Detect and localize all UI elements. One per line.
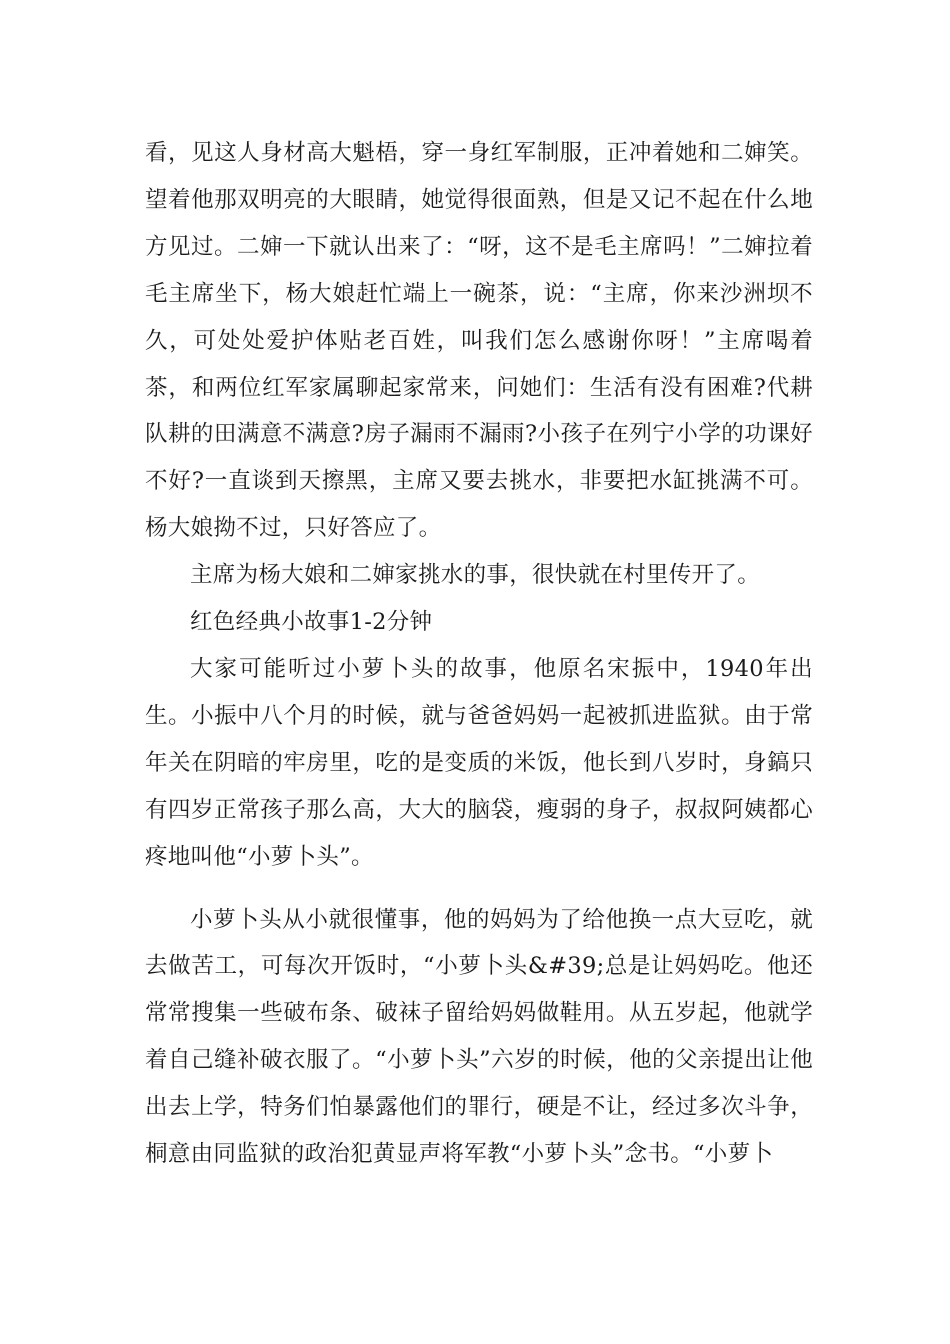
- paragraph-xiaoluobotou-story: 小萝卜头从小就很懂事，他的妈妈为了给他换一点大豆吃，就去做苦工，可每次开饭时，“小萝卜头&#39;总是让妈妈吃。他还常常搜集一些破布条、破袜子留给妈妈做鞋用。从五岁起，他就学着自己缝补破衣服了。“小萝卜头”六岁的时候，他的父亲提出让他出去上学，特务们怕暴露他们的罪行，硬是不让，经过多次斗争，桐意由同监狱的政治犯黄显声将军教“小萝卜头”念书。“小萝卜: [145, 906, 813, 1168]
- paragraph-news-spread: 主席为杨大娘和二婶家挑水的事，很快就在村里传开了。: [190, 562, 761, 589]
- paragraph-xiaoluobotou-intro: 大家可能听过小萝卜头的故事，他原名宋振中，1940年出生。小振中八个月的时候，就与爸爸妈妈一起被抓进监狱。由于常年关在阴暗的牢房里，吃的是变质的米饭，他长到八岁时，身鎬只有四岁正常孩子那么高，大大的脑袋，瘦弱的身子，叔叔阿姨都心疼地叫他“小萝卜头”。: [145, 655, 813, 870]
- paragraph-continuation: 看，见这人身材高大魁梧，穿一身红军制服，正冲着她和二婶笑。望着他那双明亮的大眼睛，她觉得很面熟，但是又记不起在什么地方见过。二婶一下就认出来了：“呀，这不是毛主席吗！”二婶拉着毛主席坐下，杨大娘赶忙端上一碗茶，说：“主席，你来沙洲坝不久，可处处爱护体贴老百姓，叫我们怎么感谢你呀！”主席喝着茶，和两位红军家属聊起家常来，问她们：生活有没有困难?代耕队耕的田满意不满意?房子漏雨不漏雨?小孩子在列宁小学的功课好不好?一直谈到天擦黑，主席又要去挑水，非要把水缸挑满不可。杨大娘拗不过，只好答应了。: [145, 140, 813, 542]
- document-body: [145, 130, 813, 1178]
- section-heading: 红色经典小故事1-2分钟: [190, 609, 433, 636]
